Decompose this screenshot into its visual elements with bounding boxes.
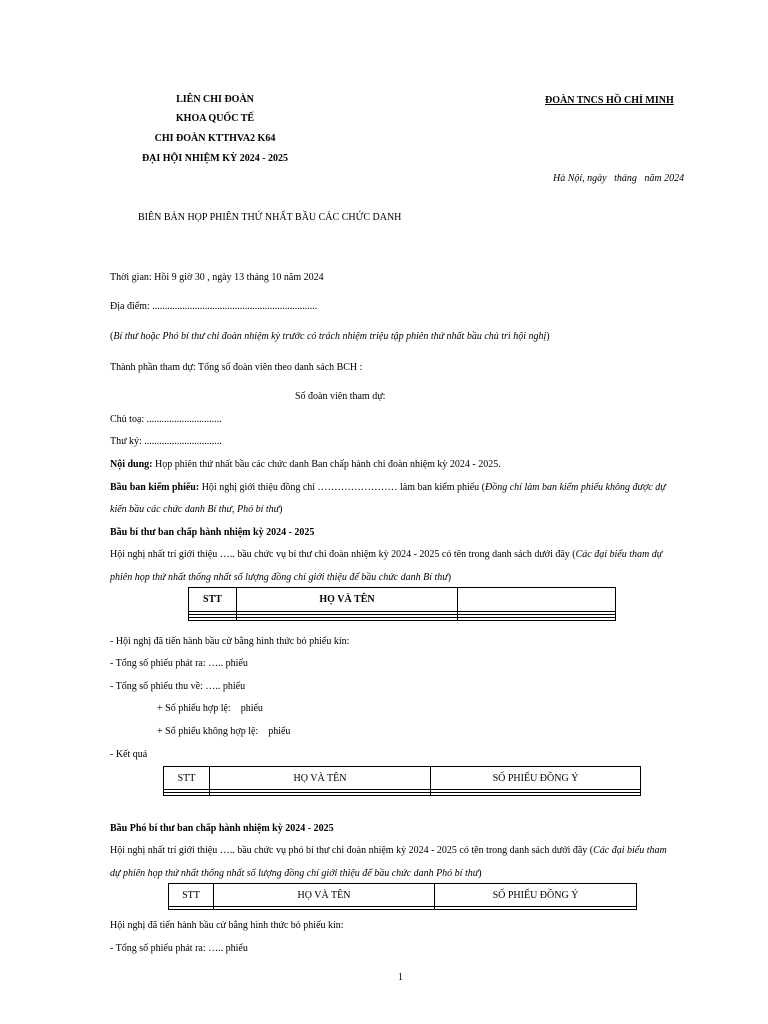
content-label: Nội dung: <box>110 459 153 470</box>
col-stt: STT <box>164 767 210 790</box>
table-header-row <box>189 588 616 612</box>
chair-note-open: ( <box>110 331 114 342</box>
cell <box>214 907 435 910</box>
counting-label: Bầu ban kiểm phiếu: <box>110 482 200 493</box>
attendees-line: Số đoàn viên tham dự: <box>295 391 386 402</box>
secretary-intro-1 <box>110 549 662 560</box>
secretary-intro-italic-1: Các đại biểu tham dự <box>575 549 663 560</box>
secretary-intro-close: ) <box>447 572 452 583</box>
result-table <box>163 766 641 796</box>
col-stt: STT <box>169 884 214 907</box>
table-header-row <box>164 767 641 790</box>
deputy-ballots-issued: - Tổng số phiếu phát ra: ….. phiếu <box>110 943 248 954</box>
deputy-intro-1 <box>110 845 667 856</box>
counting-line-1 <box>110 482 666 493</box>
page-number: 1 <box>398 972 403 983</box>
col-votes: SỐ PHIẾU ĐỒNG Ý <box>431 767 641 790</box>
ballot-method: - Hội nghị đã tiến hành bầu cử bằng hình thức bỏ phiếu kín: <box>110 636 350 647</box>
org-name: ĐOÀN TNCS HỒ CHÍ MINH <box>545 95 674 106</box>
header-line-4: ĐẠI HỘI NHIỆM KỲ 2024 - 2025 <box>141 153 289 164</box>
cell <box>435 907 637 910</box>
result-label: - Kết quả <box>110 749 148 760</box>
counting-italic-1: Đồng chí làm ban kiểm phiếu không được dự <box>485 482 666 493</box>
col-votes: SỐ PHIẾU ĐỒNG Ý <box>435 884 637 907</box>
cell <box>169 907 214 910</box>
document-date: Hà Nội, ngày tháng năm 2024 <box>553 173 685 184</box>
deputy-intro-2 <box>110 868 482 879</box>
deputy-intro-italic-1: Các đại biểu tham <box>593 845 667 856</box>
col-stt: STT <box>189 588 237 612</box>
counting-text: Hội nghị giới thiệu đồng chí …………………… làm ban kiểm phiếu ( <box>199 482 486 493</box>
secretary-intro-text: Hội nghị nhất trí giới thiệu ….. bầu chức vụ bí thư chi đoàn nhiệm kỳ 2024 - 2025 có tên trong danh sách dưới đây ( <box>110 549 576 560</box>
ballots-issued: - Tổng số phiếu phát ra: ….. phiếu <box>110 658 248 669</box>
counting-line-2 <box>110 504 282 515</box>
col-name: HỌ VÀ TÊN <box>237 588 458 612</box>
deputy-intro-italic-2: dự phiên họp thứ nhất thống nhất số lượng đồng chí giới thiệu để bầu chức danh Phó bí thư <box>110 868 479 879</box>
table-row <box>164 793 641 796</box>
table-row <box>189 618 616 621</box>
cell <box>237 618 458 621</box>
cell <box>164 793 210 796</box>
deputy-heading: Bầu Phó bí thư ban chấp hành nhiệm kỳ 2024 - 2025 <box>110 823 334 834</box>
counting-close: ) <box>279 504 283 515</box>
cell <box>210 793 431 796</box>
secretary-line: Thư ký: ............................... <box>110 436 222 447</box>
attendance-line: Thành phần tham dự: Tổng số đoàn viên theo danh sách BCH : <box>110 362 363 373</box>
meeting-place: Địa điểm: .................................................................. <box>110 301 318 312</box>
meeting-time: Thời gian: Hồi 9 giờ 30 , ngày 13 tháng 10 năm 2024 <box>110 272 324 283</box>
secretary-intro-italic-2: phiên họp thứ nhất thống nhất số lượng đồng chí giới thiệu để bầu chức danh Bí thư <box>110 572 448 583</box>
deputy-table <box>168 883 637 910</box>
cell <box>189 618 237 621</box>
content-line <box>110 459 501 470</box>
deputy-ballot-method: Hội nghị đã tiến hành bầu cử bằng hình thức bỏ phiếu kín: <box>110 920 344 931</box>
chair-note-text: Bí thư hoặc Phó bí thư chi đoàn nhiệm kỳ trước có trách nhiệm triệu tập phiên thứ nhất bầu chủ trì hội nghị <box>113 331 547 342</box>
ballots-valid: + Số phiếu hợp lệ: phiếu <box>157 703 263 714</box>
ballots-received: - Tổng số phiếu thu về: ….. phiếu <box>110 681 246 692</box>
table-header-row <box>169 884 637 907</box>
table-row <box>169 907 637 910</box>
header-line-1: LIÊN CHI ĐOÀN <box>176 94 254 105</box>
content-text: Họp phiên thứ nhất bầu các chức danh Ban chấp hành chi đoàn nhiệm kỳ 2024 - 2025. <box>152 459 501 470</box>
chair-line: Chủ toạ: .............................. <box>110 414 222 425</box>
deputy-intro-text: Hội nghị nhất trí giới thiệu ….. bầu chức vụ phó bí thư chi đoàn nhiệm kỳ 2024 - 2025 có tên trong danh sách dưới đây ( <box>110 845 594 856</box>
header-line-2: KHOA QUỐC TẾ <box>175 113 255 124</box>
secretary-intro-2 <box>110 572 451 583</box>
ballots-invalid: + Số phiếu không hợp lệ: phiếu <box>157 726 291 737</box>
chair-note <box>110 331 550 342</box>
col-blank <box>458 588 616 612</box>
header-left <box>110 94 320 172</box>
document-title: BIÊN BẢN HỌP PHIÊN THỨ NHẤT BẦU CÁC CHỨC DANH <box>138 212 402 223</box>
col-name: HỌ VÀ TÊN <box>214 884 435 907</box>
nominee-table <box>188 587 616 621</box>
cell <box>431 793 641 796</box>
secretary-heading: Bầu bí thư ban chấp hành nhiệm kỳ 2024 - 2025 <box>110 527 315 538</box>
header-line-3: CHI ĐOÀN KTTHVA2 K64 <box>154 133 276 144</box>
col-name: HỌ VÀ TÊN <box>210 767 431 790</box>
counting-italic-2: kiến bầu các chức danh Bí thư, Phó bí thư <box>110 504 280 515</box>
cell <box>458 618 616 621</box>
chair-note-close: ) <box>546 331 550 342</box>
deputy-intro-close: ) <box>478 868 482 879</box>
